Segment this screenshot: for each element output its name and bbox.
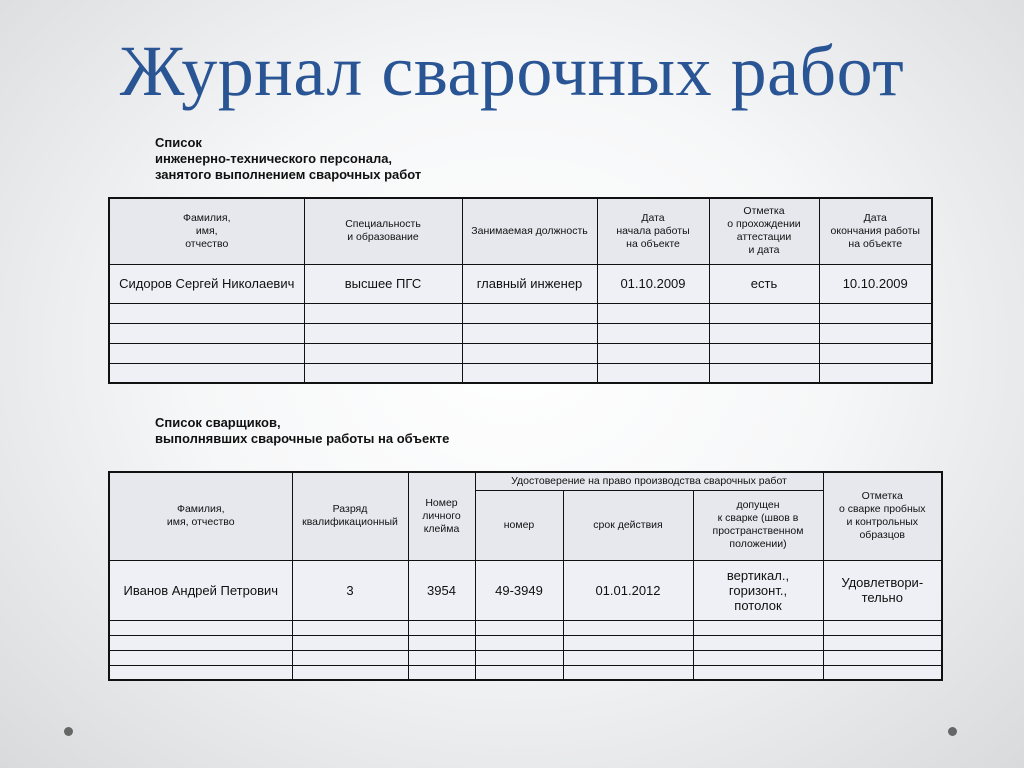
page-title: Журнал сварочных работ: [119, 31, 905, 111]
welder-samples: Удовлетвори- тельно: [823, 560, 942, 620]
col-stamp-header: Номер личного клейма: [408, 472, 475, 560]
next-slide-dot[interactable]: [948, 727, 957, 736]
col-name-header: Фамилия, имя, отчество: [109, 472, 292, 560]
table-row: [109, 303, 932, 323]
table-row: [109, 323, 932, 343]
table-row: [109, 635, 942, 650]
welder-admitted: вертикал., горизонт., потолок: [693, 560, 823, 620]
section2-caption: Список сварщиков, выполнявших сварочные работы на объекте: [155, 415, 450, 446]
prev-slide-dot[interactable]: [64, 727, 73, 736]
table-row: [109, 363, 932, 383]
table-row: [109, 264, 932, 303]
staff-end-date: 10.10.2009: [819, 264, 932, 303]
staff-table-header: [109, 198, 932, 264]
col-specialty-header: Специальность и образование: [304, 198, 462, 264]
col-attestation-header: Отметка о прохождении аттестации и дата: [709, 198, 819, 264]
table-row: [109, 665, 942, 680]
col-grade-header: Разряд квалификационный: [292, 472, 408, 560]
col-admitted-header: допущен к сварке (швов в пространственном положении): [693, 490, 823, 560]
welder-name: Иванов Андрей Петрович: [109, 560, 292, 620]
welders-table-header: [109, 472, 942, 490]
welder-cert-validity: 01.01.2012: [563, 560, 693, 620]
welder-cert-number: 49-3949: [475, 560, 563, 620]
col-number-header: номер: [475, 490, 563, 560]
staff-attestation: есть: [709, 264, 819, 303]
col-start-date-header: Дата начала работы на объекте: [597, 198, 709, 264]
col-name-header: Фамилия, имя, отчество: [109, 198, 304, 264]
staff-position: главный инженер: [462, 264, 597, 303]
col-validity-header: срок действия: [563, 490, 693, 560]
col-position-header: Занимаемая должность: [462, 198, 597, 264]
table-row: [109, 620, 942, 635]
staff-specialty: высшее ПГС: [304, 264, 462, 303]
welder-stamp: 3954: [408, 560, 475, 620]
section1-caption: Список инженерно-технического персонала, занятого выполнением сварочных работ: [155, 135, 422, 182]
welder-grade: 3: [292, 560, 408, 620]
staff-table: [108, 197, 933, 384]
col-certificate-header: Удостоверение на право производства сварочных работ: [475, 472, 823, 490]
col-end-date-header: Дата окончания работы на объекте: [819, 198, 932, 264]
table-row: [109, 560, 942, 620]
col-samples-header: Отметка о сварке пробных и контрольных образцов: [823, 472, 942, 560]
staff-name: Сидоров Сергей Николаевич: [109, 264, 304, 303]
table-row: [109, 343, 932, 363]
table-row: [109, 650, 942, 665]
staff-start-date: 01.10.2009: [597, 264, 709, 303]
welders-table: [108, 471, 943, 681]
